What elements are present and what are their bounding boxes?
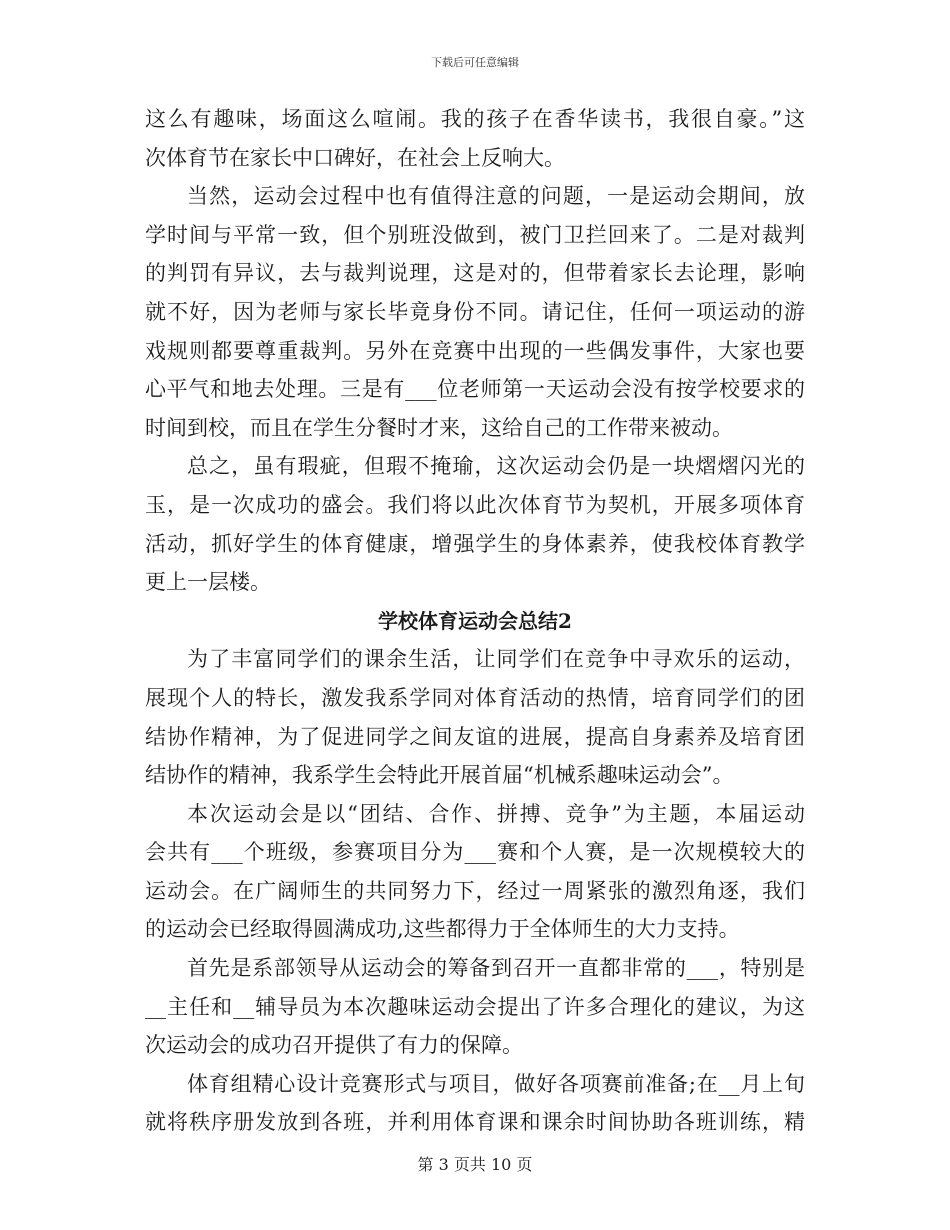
text-line: 就不好，因为老师与家长毕竟身份不同。请记住，任何一项运动的游 (145, 299, 805, 324)
page-header: 下载后可任意编辑 (431, 56, 519, 69)
text-line: 结协作精神，为了促进同学之间友谊的进展，提高自身素养及培育团 (145, 724, 805, 749)
text-line: 总之，虽有瑕疵，但瑕不掩瑜，这次运动会仍是一块熠熠闪光的 (187, 454, 805, 479)
text-line: 更上一层楼。 (145, 570, 271, 595)
text-line: 首先是系部领导从运动会的筹备到召开一直都非常的___，特别是 (187, 956, 805, 981)
text-line: 的运动会已经取得圆满成功,这些都得力于全体师生的大力支持。 (145, 917, 740, 942)
text-line: 展现个人的特长，激发我系学同对体育活动的热情，培育同学们的团 (145, 685, 805, 710)
text-line: 次运动会的成功召开提供了有力的保障。 (145, 1033, 523, 1058)
text-line: 为了丰富同学们的课余生活，让同学们在竞争中寻欢乐的运动， (187, 647, 805, 672)
text-line: 结协作的精神，我系学生会特此开展首届“机械系趣味运动会”。 (145, 763, 734, 788)
text-line: __主任和__辅导员为本次趣味运动会提出了许多合理化的建议，为这 (145, 994, 805, 1019)
text-line: 心平气和地去处理。三是有___位老师第一天运动会没有按学校要求的 (145, 377, 805, 402)
text-line: 会共有___个班级，参赛项目分为___赛和个人赛，是一次规模较大的 (145, 840, 805, 865)
text-line: 时间到校，而且在学生分餐时才来，这给自己的工作带来被动。 (145, 415, 733, 440)
text-line: 的判罚有异议，去与裁判说理，这是对的，但带着家长去论理，影响 (145, 261, 805, 286)
text-line: 本次运动会是以“团结、合作、拼搏、竞争”为主题，本届运动 (187, 801, 805, 826)
text-line: 次体育节在家长中口碑好，在社会上反响大。 (145, 145, 565, 170)
page-footer: 第 3 页共 10 页 (417, 1155, 533, 1174)
text-line: 当然，运动会过程中也有值得注意的问题，一是运动会期间，放 (187, 184, 805, 209)
section-title: 学校体育运动会总结2 (378, 608, 572, 633)
text-line: 就将秩序册发放到各班，并利用体育课和课余时间协助各班训练，精 (145, 1110, 805, 1135)
text-line: 这么有趣味，场面这么喧闹。我的孩子在香华读书，我很自豪。”这 (145, 107, 805, 131)
text-line: 戏规则都要尊重裁判。另外在竞赛中出现的一些偶发事件，大家也要 (145, 338, 805, 363)
text-line: 活动，抓好学生的体育健康，增强学生的身体素养，使我校体育教学 (145, 531, 805, 556)
text-line: 体育组精心设计竞赛形式与项目，做好各项赛前准备;在__月上旬 (187, 1071, 805, 1096)
text-line: 运动会。在广阔师生的共同努力下，经过一周紧张的激烈角逐，我们 (145, 878, 805, 903)
text-line: 学时间与平常一致，但个别班没做到，被门卫拦回来了。二是对裁判 (145, 222, 805, 247)
document-body (145, 100, 805, 1142)
text-line: 玉，是一次成功的盛会。我们将以此次体育节为契机，开展多项体育 (145, 492, 805, 517)
